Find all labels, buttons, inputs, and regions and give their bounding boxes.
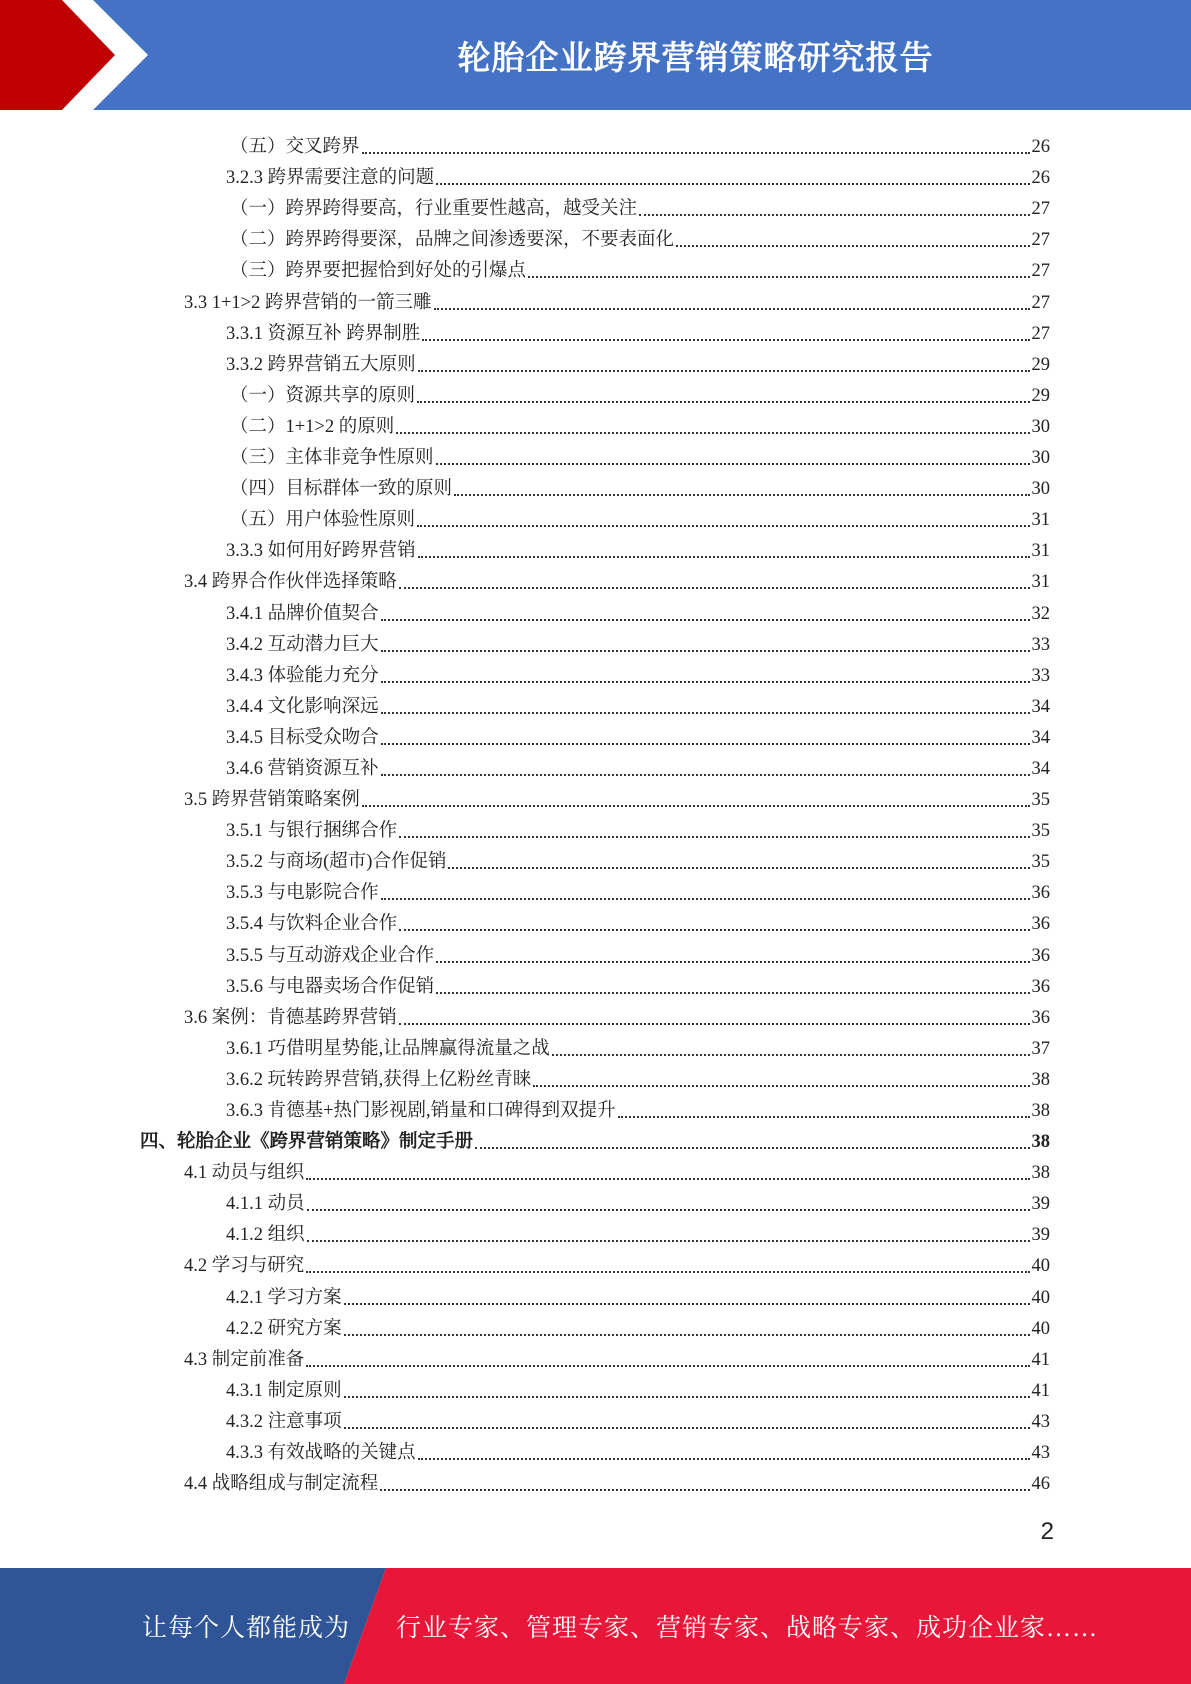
- toc-entry-page: 35: [1031, 821, 1050, 842]
- toc-entry[interactable]: [140, 470, 1050, 501]
- toc-entry-title: 4.1.2 组织: [226, 1225, 305, 1246]
- toc-entry[interactable]: [140, 532, 1050, 563]
- toc-entry-title: 3.5.6 与电器卖场合作促销: [226, 976, 435, 997]
- toc-dot-leader: [436, 992, 1029, 994]
- toc-entry[interactable]: [140, 999, 1050, 1030]
- toc-entry[interactable]: [140, 190, 1050, 221]
- toc-dot-leader: [399, 1023, 1030, 1025]
- toc-entry-page: 34: [1031, 758, 1050, 779]
- toc-dot-leader: [528, 276, 1029, 278]
- toc-entry-page: 29: [1031, 385, 1050, 406]
- toc-entry-title: 4.3 制定前准备: [184, 1349, 305, 1370]
- toc-entry-page: 38: [1031, 1132, 1050, 1153]
- toc-entry-page: 31: [1031, 541, 1050, 562]
- toc-dot-leader: [362, 152, 1030, 154]
- toc-entry[interactable]: [140, 657, 1050, 688]
- toc-entry-title: 4.2 学习与研究: [184, 1256, 305, 1277]
- toc-entry-title: （三）跨界要把握恰到好处的引爆点: [230, 261, 527, 282]
- toc-entry-title: 3.5.3 与电影院合作: [226, 883, 379, 904]
- toc-entry-page: 29: [1031, 354, 1050, 375]
- toc-entry[interactable]: [140, 1403, 1050, 1434]
- toc-entry-page: 27: [1031, 323, 1050, 344]
- toc-entry[interactable]: [140, 408, 1050, 439]
- toc-dot-leader: [381, 681, 1030, 683]
- toc-entry-title: （一）跨界跨得要高，行业重要性越高，越受关注: [230, 199, 638, 220]
- toc-dot-leader: [381, 774, 1030, 776]
- toc-entry-page: 43: [1031, 1443, 1050, 1464]
- toc-entry[interactable]: [140, 283, 1050, 314]
- toc-entry-page: 27: [1031, 261, 1050, 282]
- toc-entry-page: 40: [1031, 1256, 1050, 1277]
- toc-entry[interactable]: [140, 563, 1050, 594]
- toc-entry-page: 41: [1031, 1380, 1050, 1401]
- toc-dot-leader: [418, 556, 1030, 558]
- toc-entry[interactable]: [140, 874, 1050, 905]
- toc-dot-leader: [381, 712, 1030, 714]
- toc-entry-title: 4.4 战略组成与制定流程: [184, 1474, 379, 1495]
- toc-entry[interactable]: [140, 1123, 1050, 1154]
- toc-entry-title: （二）跨界跨得要深，品牌之间渗透要深，不要表面化: [230, 230, 675, 251]
- toc-entry-title: 4.3.2 注意事项: [226, 1411, 342, 1432]
- toc-entry[interactable]: [140, 1185, 1050, 1216]
- toc-entry[interactable]: [140, 159, 1050, 190]
- toc-entry-page: 36: [1031, 914, 1050, 935]
- toc-entry-page: 33: [1031, 665, 1050, 686]
- toc-dot-leader: [422, 339, 1029, 341]
- toc-entry[interactable]: [140, 1341, 1050, 1372]
- toc-dot-leader: [434, 308, 1030, 310]
- toc-entry[interactable]: [140, 315, 1050, 346]
- page-number: 2: [1040, 1518, 1054, 1545]
- toc-dot-leader: [618, 1116, 1030, 1118]
- toc-entry-title: 3.3.2 跨界营销五大原则: [226, 354, 416, 375]
- toc-entry-page: 27: [1031, 199, 1050, 220]
- table-of-contents: [140, 128, 1050, 1496]
- toc-entry[interactable]: [140, 594, 1050, 625]
- toc-dot-leader: [399, 929, 1029, 931]
- toc-entry-title: （五）交叉跨界: [230, 137, 360, 158]
- toc-entry-page: 34: [1031, 727, 1050, 748]
- toc-entry-page: 36: [1031, 883, 1050, 904]
- toc-entry-page: 37: [1031, 1038, 1050, 1059]
- toc-dot-leader: [396, 432, 1029, 434]
- toc-dot-leader: [533, 1085, 1029, 1087]
- toc-entry-title: 3.4.6 营销资源互补: [226, 758, 379, 779]
- toc-dot-leader: [552, 1054, 1030, 1056]
- toc-entry-title: 3.5.4 与饮料企业合作: [226, 914, 398, 935]
- toc-entry[interactable]: [140, 1372, 1050, 1403]
- toc-entry-page: 38: [1031, 1101, 1050, 1121]
- report-title: 轮胎企业跨界营销策略研究报告: [457, 37, 934, 77]
- toc-entry-page: 39: [1031, 1225, 1050, 1246]
- footer-slogan-right: 行业专家、管理专家、营销专家、战略专家、成功企业家……: [396, 1615, 1099, 1642]
- toc-dot-leader: [306, 1365, 1029, 1367]
- toc-entry-title: （三）主体非竞争性原则: [230, 448, 434, 469]
- toc-dot-leader: [448, 867, 1029, 869]
- toc-entry-page: 39: [1031, 1194, 1050, 1215]
- toc-entry-title: 4.1.1 动员: [226, 1194, 305, 1215]
- page-footer: [0, 1568, 1191, 1684]
- toc-dot-leader: [306, 1271, 1029, 1273]
- toc-dot-leader: [399, 836, 1029, 838]
- toc-dot-leader: [676, 245, 1029, 247]
- toc-entry-title: （四）目标群体一致的原则: [230, 479, 453, 500]
- toc-entry-page: 31: [1031, 510, 1050, 531]
- toc-dot-leader: [381, 898, 1030, 900]
- toc-entry-title: 3.3.3 如何用好跨界营销: [226, 541, 416, 562]
- toc-entry-title: 3.6 案例：肯德基跨界营销: [184, 1007, 397, 1028]
- toc-entry-page: 36: [1031, 1007, 1050, 1028]
- toc-entry[interactable]: [140, 688, 1050, 719]
- toc-dot-leader: [307, 1240, 1030, 1242]
- toc-dot-leader: [344, 1334, 1030, 1336]
- toc-entry-page: 26: [1031, 137, 1050, 158]
- toc-entry[interactable]: [140, 812, 1050, 843]
- toc-dot-leader: [436, 961, 1029, 963]
- toc-entry[interactable]: [140, 377, 1050, 408]
- toc-entry-page: 38: [1031, 1069, 1050, 1090]
- toc-dot-leader: [380, 1489, 1029, 1491]
- toc-entry[interactable]: [140, 1465, 1050, 1496]
- toc-entry[interactable]: [140, 1061, 1050, 1092]
- toc-entry[interactable]: [140, 1092, 1050, 1123]
- toc-entry[interactable]: [140, 252, 1050, 283]
- toc-entry[interactable]: [140, 719, 1050, 750]
- toc-dot-leader: [475, 1147, 1029, 1149]
- toc-dot-leader: [381, 650, 1030, 652]
- toc-entry[interactable]: [140, 1030, 1050, 1061]
- toc-entry-page: 36: [1031, 945, 1050, 966]
- toc-dot-leader: [344, 1303, 1030, 1305]
- toc-entry-title: 4.3.3 有效战略的关键点: [226, 1443, 416, 1464]
- toc-entry[interactable]: [140, 1247, 1050, 1278]
- toc-dot-leader: [344, 1396, 1030, 1398]
- toc-dot-leader: [381, 619, 1030, 621]
- toc-entry-title: （一）资源共享的原则: [230, 385, 416, 406]
- toc-entry-title: 3.6.2 玩转跨界营销,获得上亿粉丝青睐: [226, 1069, 532, 1090]
- toc-entry[interactable]: [140, 843, 1050, 874]
- toc-entry-title: 3.4.1 品牌价值契合: [226, 603, 379, 624]
- toc-entry-title: 四、轮胎企业《跨界营销策略》制定手册: [140, 1132, 474, 1153]
- toc-entry-title: （二）1+1>2 的原则: [230, 416, 395, 437]
- toc-entry[interactable]: [140, 128, 1050, 159]
- toc-dot-leader: [436, 463, 1030, 465]
- toc-dot-leader: [454, 494, 1029, 496]
- toc-entry-title: 3.4.5 目标受众吻合: [226, 727, 379, 748]
- toc-entry-title: 3.6.1 巧借明星势能,让品牌赢得流量之战: [226, 1038, 550, 1059]
- toc-entry-title: 3.4 跨界合作伙伴选择策略: [184, 572, 397, 593]
- toc-dot-leader: [362, 805, 1030, 807]
- toc-entry-title: 4.1 动员与组织: [184, 1163, 305, 1184]
- toc-entry-page: 38: [1031, 1163, 1050, 1184]
- toc-dot-leader: [306, 1178, 1029, 1180]
- toc-entry-page: 46: [1031, 1474, 1050, 1495]
- toc-dot-leader: [418, 370, 1030, 372]
- toc-entry[interactable]: [140, 750, 1050, 781]
- toc-entry-page: 41: [1031, 1349, 1050, 1370]
- toc-entry-page: 33: [1031, 634, 1050, 655]
- toc-entry[interactable]: [140, 501, 1050, 532]
- toc-dot-leader: [307, 1209, 1030, 1211]
- toc-dot-leader: [639, 214, 1029, 216]
- page-header: [0, 0, 1191, 110]
- toc-entry[interactable]: [140, 346, 1050, 377]
- toc-entry[interactable]: [140, 439, 1050, 470]
- toc-entry-title: 4.2.2 研究方案: [226, 1318, 342, 1339]
- toc-entry[interactable]: [140, 1434, 1050, 1465]
- toc-dot-leader: [418, 1458, 1030, 1460]
- toc-entry-title: 3.5.1 与银行捆绑合作: [226, 821, 398, 842]
- toc-entry-title: 3.5.5 与互动游戏企业合作: [226, 945, 435, 966]
- toc-entry-page: 30: [1031, 448, 1050, 469]
- toc-entry-page: 34: [1031, 696, 1050, 717]
- toc-entry[interactable]: [140, 936, 1050, 967]
- toc-entry-page: 40: [1031, 1287, 1050, 1308]
- toc-entry-title: 3.5 跨界营销策略案例: [184, 790, 360, 811]
- toc-dot-leader: [399, 587, 1030, 589]
- toc-entry-title: 3.6.3 肯德基+热门影视剧,销量和口碑得到双提升: [226, 1101, 616, 1121]
- toc-entry-page: 35: [1031, 790, 1050, 811]
- toc-entry-title: 3.3.1 资源互补 跨界制胜: [226, 323, 421, 344]
- toc-entry[interactable]: [140, 1216, 1050, 1247]
- toc-entry-page: 43: [1031, 1411, 1050, 1432]
- toc-dot-leader: [417, 401, 1029, 403]
- toc-dot-leader: [417, 525, 1029, 527]
- toc-entry-page: 30: [1031, 479, 1050, 500]
- toc-entry-title: 3.4.2 互动潜力巨大: [226, 634, 379, 655]
- toc-entry[interactable]: [140, 1154, 1050, 1185]
- toc-entry-page: 35: [1031, 852, 1050, 873]
- toc-entry[interactable]: [140, 781, 1050, 812]
- toc-entry[interactable]: [140, 1278, 1050, 1309]
- toc-entry-title: 4.2.1 学习方案: [226, 1287, 342, 1308]
- toc-entry[interactable]: [140, 968, 1050, 999]
- toc-dot-leader: [344, 1427, 1030, 1429]
- toc-entry-title: 4.3.1 制定原则: [226, 1380, 342, 1401]
- toc-entry-page: 32: [1031, 603, 1050, 624]
- header-arrow-graphic: [0, 0, 300, 110]
- toc-entry-page: 30: [1031, 416, 1050, 437]
- toc-entry-page: 27: [1031, 292, 1050, 313]
- toc-entry-title: 3.5.2 与商场(超市)合作促销: [226, 852, 447, 873]
- toc-dot-leader: [436, 183, 1029, 185]
- toc-entry-title: （五）用户体验性原则: [230, 510, 416, 531]
- toc-entry-title: 3.3 1+1>2 跨界营销的一箭三雕: [184, 292, 432, 313]
- footer-slogan-left: 让每个人都能成为: [142, 1615, 351, 1642]
- toc-dot-leader: [381, 743, 1030, 745]
- toc-entry-title: 3.4.3 体验能力充分: [226, 665, 379, 686]
- toc-entry-page: 27: [1031, 230, 1050, 251]
- toc-entry-title: 3.2.3 跨界需要注意的问题: [226, 168, 435, 189]
- toc-entry-page: 31: [1031, 572, 1050, 593]
- toc-entry[interactable]: [140, 626, 1050, 657]
- toc-entry-title: 3.4.4 文化影响深远: [226, 696, 379, 717]
- toc-entry[interactable]: [140, 905, 1050, 936]
- toc-entry[interactable]: [140, 1310, 1050, 1341]
- toc-entry-page: 36: [1031, 976, 1050, 997]
- toc-entry-page: 40: [1031, 1318, 1050, 1339]
- toc-entry[interactable]: [140, 221, 1050, 252]
- toc-entry-page: 26: [1031, 168, 1050, 189]
